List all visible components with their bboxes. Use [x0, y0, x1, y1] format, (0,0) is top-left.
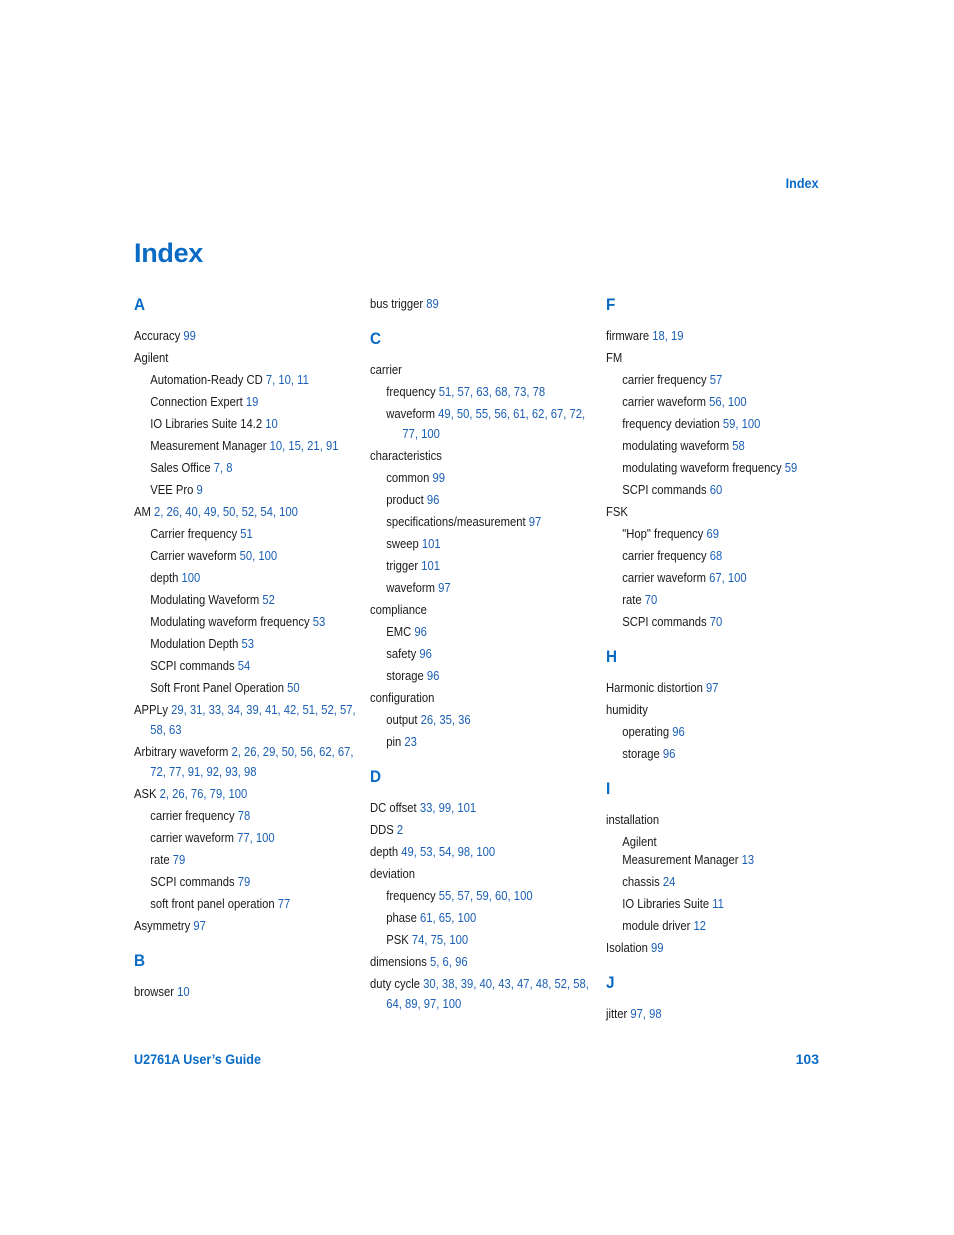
entry-page-links[interactable]: 96 — [672, 725, 685, 739]
index-subentry — [370, 644, 595, 664]
section-letter: D — [370, 767, 382, 786]
entry-page-links[interactable]: 99 — [183, 329, 196, 343]
entry-term: rate — [622, 593, 642, 607]
entry-term: PSK — [386, 933, 409, 947]
entry-term: browser — [134, 985, 175, 999]
entry-page-links[interactable]: 59 — [784, 461, 798, 475]
entry-term: Measurement Manager — [150, 439, 267, 453]
entry-term: SCPI commands — [622, 483, 707, 497]
entry-term: Harmonic distortion — [606, 681, 703, 695]
entry-page-links[interactable]: 96 — [426, 669, 440, 683]
entry-page-links[interactable]: 30, 38, 39, 40, 43, 47, 48, 52, 58, 64, 89, 97, 100 — [386, 977, 589, 1011]
page-title: Index — [134, 238, 204, 268]
index-section — [134, 294, 359, 936]
index-subentry — [134, 612, 359, 632]
entry-term: installation — [606, 813, 660, 827]
index-entry — [134, 326, 359, 346]
entry-term: IO Libraries Suite 14.2 — [150, 417, 263, 431]
entry-page-links[interactable]: 33, 99, 101 — [419, 801, 477, 815]
entry-term: pin — [386, 735, 402, 749]
entry-term: soft front panel operation — [150, 897, 275, 911]
index-subentry — [370, 930, 595, 950]
entry-page-links[interactable]: 2, 26, 76, 79, 100 — [159, 787, 248, 801]
entry-page-links[interactable]: 2 — [396, 823, 404, 837]
entry-page-links[interactable]: 70 — [644, 593, 658, 607]
entry-page-links[interactable]: 96 — [662, 747, 676, 761]
entry-term: Measurement Manager — [622, 853, 739, 867]
entry-term: Asymmetry — [134, 919, 191, 933]
index-subentry — [606, 612, 831, 632]
index-subentry — [606, 894, 831, 914]
index-entry — [134, 916, 359, 936]
footer-book-title: U2761A User’s Guide — [134, 1051, 261, 1067]
entry-page-links[interactable]: 10 — [177, 985, 190, 999]
entry-term: carrier waveform — [150, 831, 234, 845]
entry-page-links[interactable]: 11 — [712, 897, 724, 911]
section-letter: J — [606, 973, 615, 992]
entry-term: characteristics — [370, 449, 442, 463]
entry-term: operating — [622, 725, 670, 739]
entry-term: specifications/measurement — [386, 515, 526, 529]
index-subentry — [606, 414, 831, 434]
entry-page-links[interactable]: 59, 100 — [722, 417, 761, 431]
entry-term: Soft Front Panel Operation — [150, 681, 285, 695]
entry-page-links[interactable]: 60 — [709, 483, 723, 497]
entry-page-links[interactable]: 99 — [651, 941, 664, 955]
entry-page-links[interactable]: 50, 100 — [239, 549, 278, 563]
index-entry — [370, 974, 595, 1014]
entry-page-links[interactable]: 50 — [287, 681, 300, 695]
entry-term: carrier waveform — [622, 571, 706, 585]
entry-page-links[interactable]: 24 — [662, 875, 676, 889]
entry-term: storage — [622, 747, 660, 761]
entry-page-links[interactable]: 74, 75, 100 — [411, 933, 469, 947]
index-column-1 — [134, 294, 359, 1016]
index-entry — [370, 360, 595, 380]
footer-page-number: 103 — [795, 1051, 819, 1067]
index-subentry — [134, 828, 359, 848]
index-entry — [134, 502, 359, 522]
entry-page-links[interactable]: 9 — [196, 483, 203, 497]
entry-term: Automation-Ready CD — [150, 373, 263, 387]
index-subentry — [370, 556, 595, 576]
index-entry — [606, 810, 831, 830]
entry-term: Modulating Waveform — [150, 593, 260, 607]
index-subentry — [606, 744, 831, 764]
section-letter: B — [134, 951, 146, 970]
index-subentry — [134, 414, 359, 434]
entry-term: VEE Pro — [150, 483, 194, 497]
index-subentry — [370, 490, 595, 510]
entry-term: Accuracy — [134, 329, 181, 343]
index-entry — [134, 742, 359, 782]
entry-page-links[interactable]: 96 — [419, 647, 432, 661]
entry-term: duty cycle — [370, 977, 421, 991]
index-subentry — [606, 546, 831, 566]
entry-term: SCPI commands — [622, 615, 707, 629]
entry-term: Agilent — [134, 351, 169, 365]
section-letter: A — [134, 295, 146, 314]
index-subentry — [370, 886, 595, 906]
index-entry — [370, 842, 595, 862]
entry-page-links[interactable]: 96 — [414, 625, 427, 639]
index-section — [370, 294, 595, 314]
index-subentry — [134, 872, 359, 892]
entry-page-links[interactable]: 77 — [277, 897, 291, 911]
entry-term: trigger — [386, 559, 419, 573]
index-entry — [370, 820, 595, 840]
entry-term: bus trigger — [370, 297, 424, 311]
entry-page-links[interactable]: 12 — [693, 919, 707, 933]
index-entry — [606, 326, 831, 346]
index-subentry — [370, 512, 595, 532]
index-entry — [606, 700, 831, 720]
entry-term: Carrier frequency — [150, 527, 238, 541]
index-subentry — [370, 666, 595, 686]
index-subentry — [134, 634, 359, 654]
entry-page-links[interactable]: 101 — [421, 537, 441, 551]
entry-term: module driver — [622, 919, 691, 933]
entry-page-links[interactable]: 100 — [181, 571, 201, 585]
index-subentry — [134, 524, 359, 544]
entry-term: Isolation — [606, 941, 648, 955]
entry-term: depth — [150, 571, 179, 585]
index-subentry — [370, 534, 595, 554]
entry-term: deviation — [370, 867, 416, 881]
entry-term: carrier waveform — [622, 395, 706, 409]
entry-page-links[interactable]: 97 — [193, 919, 206, 933]
entry-page-links[interactable]: 70 — [709, 615, 723, 629]
entry-term: configuration — [370, 691, 435, 705]
index-column-3 — [606, 294, 831, 1038]
entry-term: SCPI commands — [150, 659, 235, 673]
entry-term: carrier frequency — [622, 549, 707, 563]
index-subentry — [370, 622, 595, 642]
entry-page-links[interactable]: 61, 65, 100 — [419, 911, 477, 925]
entry-page-links[interactable]: 53 — [241, 637, 255, 651]
index-section — [606, 646, 831, 764]
entry-term: safety — [386, 647, 417, 661]
entry-page-links[interactable]: 78 — [237, 809, 251, 823]
index-entry — [134, 700, 359, 740]
entry-page-links[interactable]: 49, 50, 55, 56, 61, 62, 67, 72, 77, 100 — [402, 407, 586, 441]
entry-term: Arbitrary waveform — [134, 745, 229, 759]
entry-term: compliance — [370, 603, 427, 617]
index-subentry — [134, 458, 359, 478]
section-letter: C — [370, 329, 382, 348]
entry-page-links[interactable]: 67, 100 — [709, 571, 747, 585]
section-letter: H — [606, 647, 618, 666]
entry-term: ASK — [134, 787, 157, 801]
entry-page-links[interactable]: 7, 10, 11 — [265, 373, 309, 387]
entry-page-links[interactable]: 18, 19 — [652, 329, 684, 343]
index-subentry — [370, 732, 595, 752]
entry-term: dimensions — [370, 955, 427, 969]
index-subentry — [606, 524, 831, 544]
entry-term: product — [386, 493, 424, 507]
entry-term: jitter — [606, 1007, 628, 1021]
entry-term: firmware — [606, 329, 650, 343]
index-entry — [606, 502, 831, 522]
entry-term: FM — [606, 351, 623, 365]
entry-term: DC offset — [370, 801, 417, 815]
index-entry — [606, 938, 831, 958]
index-subentry — [134, 590, 359, 610]
entry-term: modulating waveform frequency — [622, 461, 782, 475]
entry-term: Sales Office — [150, 461, 211, 475]
index-entry — [370, 798, 595, 818]
index-section — [370, 766, 595, 1014]
entry-term: waveform — [386, 581, 435, 595]
entry-page-links[interactable]: 77, 100 — [237, 831, 275, 845]
entry-term: phase — [386, 911, 417, 925]
running-head: Index — [786, 175, 819, 191]
index-entry — [370, 952, 595, 972]
index-subentry — [606, 436, 831, 456]
entry-page-links[interactable]: 79 — [237, 875, 251, 889]
entry-term: Connection Expert — [150, 395, 243, 409]
index-subentry — [134, 806, 359, 826]
entry-term: depth — [370, 845, 399, 859]
entry-page-links[interactable]: 56, 100 — [709, 395, 747, 409]
entry-page-links[interactable]: 10, 15, 21, 91 — [269, 439, 339, 453]
entry-page-links[interactable]: 13 — [741, 853, 755, 867]
entry-page-links[interactable]: 2, 26, 29, 50, 56, 62, 67, 72, 77, 91, 92, 93, 98 — [150, 745, 354, 779]
entry-term: output — [386, 713, 418, 727]
index-subentry — [134, 678, 359, 698]
index-entry — [606, 678, 831, 698]
entry-term: EMC — [386, 625, 412, 639]
entry-page-links[interactable]: 79 — [172, 853, 186, 867]
entry-page-links[interactable]: 10 — [265, 417, 278, 431]
entry-page-links[interactable]: 5, 6, 96 — [430, 955, 468, 969]
index-subentry — [134, 568, 359, 588]
entry-term: IO Libraries Suite — [622, 897, 710, 911]
index-subentry — [370, 908, 595, 928]
entry-page-links[interactable]: 97 — [438, 581, 451, 595]
entry-term: frequency — [386, 889, 436, 903]
entry-page-links[interactable]: 99 — [432, 471, 445, 485]
entry-page-links[interactable]: 53 — [312, 615, 326, 629]
entry-page-links[interactable]: 97 — [706, 681, 719, 695]
index-entry — [134, 348, 359, 368]
index-column-2 — [370, 294, 595, 1028]
index-subentry — [134, 850, 359, 870]
index-subentry — [606, 722, 831, 742]
index-subentry — [370, 578, 595, 598]
index-entry — [134, 784, 359, 804]
entry-page-links[interactable]: 2, 26, 40, 49, 50, 52, 54, 100 — [154, 505, 298, 519]
entry-term: waveform — [386, 407, 435, 421]
index-subentry — [606, 916, 831, 936]
entry-page-links[interactable]: 52 — [262, 593, 275, 607]
index-subentry — [606, 832, 831, 852]
entry-term: Modulating waveform frequency — [150, 615, 310, 629]
entry-page-links[interactable]: 23 — [404, 735, 417, 749]
entry-term: modulating waveform — [622, 439, 730, 453]
entry-term: DDS — [370, 823, 394, 837]
entry-term: Agilent — [622, 835, 657, 849]
entry-term: storage — [386, 669, 424, 683]
entry-term: frequency — [386, 385, 436, 399]
entry-term: carrier frequency — [150, 809, 235, 823]
index-entry — [370, 600, 595, 620]
entry-term: carrier — [370, 363, 402, 377]
entry-term: "Hop" frequency — [622, 527, 704, 541]
index-subentry — [606, 850, 831, 870]
entry-page-links[interactable]: 97, 98 — [630, 1007, 662, 1021]
entry-page-links[interactable]: 26, 35, 36 — [420, 713, 471, 727]
index-entry — [606, 348, 831, 368]
entry-term: sweep — [386, 537, 419, 551]
index-entry — [370, 446, 595, 466]
entry-term: rate — [150, 853, 170, 867]
entry-page-links[interactable]: 57 — [709, 373, 723, 387]
entry-page-links[interactable]: 7, 8 — [213, 461, 233, 475]
index-subentry — [134, 480, 359, 500]
section-letter: F — [606, 295, 616, 314]
entry-page-links[interactable]: 97 — [528, 515, 542, 529]
entry-term: carrier frequency — [622, 373, 707, 387]
index-subentry — [606, 480, 831, 500]
index-subentry — [134, 392, 359, 412]
entry-page-links[interactable]: 69 — [706, 527, 720, 541]
entry-page-links[interactable]: 49, 53, 54, 98, 100 — [401, 845, 496, 859]
index-subentry — [606, 568, 831, 588]
entry-term: APPLy — [134, 703, 168, 717]
index-subentry — [134, 546, 359, 566]
index-entry — [606, 1004, 831, 1024]
entry-term: humidity — [606, 703, 648, 717]
entry-term: Carrier waveform — [150, 549, 237, 563]
entry-term: SCPI commands — [150, 875, 235, 889]
entry-term: chassis — [622, 875, 660, 889]
index-section — [606, 294, 831, 632]
entry-term: AM — [134, 505, 151, 519]
index-subentry — [134, 436, 359, 456]
index-subentry — [370, 382, 595, 402]
entry-page-links[interactable]: 51 — [240, 527, 253, 541]
index-entry — [134, 982, 359, 1002]
entry-page-links[interactable]: 29, 31, 33, 34, 39, 41, 42, 51, 52, 57, 58, 63 — [150, 703, 356, 737]
entry-term: common — [386, 471, 430, 485]
entry-page-links[interactable]: 58 — [732, 439, 745, 453]
entry-page-links[interactable]: 55, 57, 59, 60, 100 — [438, 889, 533, 903]
index-subentry — [370, 404, 595, 444]
index-section — [370, 328, 595, 752]
index-entry — [370, 688, 595, 708]
index-subentry — [134, 370, 359, 390]
entry-page-links[interactable]: 19 — [245, 395, 259, 409]
index-subentry — [370, 710, 595, 730]
index-subentry — [606, 872, 831, 892]
index-subentry — [606, 458, 831, 478]
entry-page-links[interactable]: 54 — [237, 659, 251, 673]
entry-page-links[interactable]: 68 — [709, 549, 723, 563]
index-section — [606, 778, 831, 958]
index-subentry — [606, 370, 831, 390]
index-subentry — [134, 894, 359, 914]
entry-term: frequency deviation — [622, 417, 720, 431]
index-section — [606, 972, 831, 1024]
entry-page-links[interactable]: 101 — [421, 559, 441, 573]
index-subentry — [606, 590, 831, 610]
index-section — [134, 950, 359, 1002]
index-subentry — [134, 656, 359, 676]
index-subentry — [606, 392, 831, 412]
index-entry — [370, 864, 595, 884]
index-entry — [370, 294, 595, 314]
entry-page-links[interactable]: 51, 57, 63, 68, 73, 78 — [438, 385, 546, 399]
index-subentry — [370, 468, 595, 488]
entry-term: Modulation Depth — [150, 637, 239, 651]
entry-page-links[interactable]: 89 — [426, 297, 439, 311]
section-letter: I — [606, 779, 611, 798]
entry-page-links[interactable]: 96 — [426, 493, 440, 507]
entry-term: FSK — [606, 505, 628, 519]
